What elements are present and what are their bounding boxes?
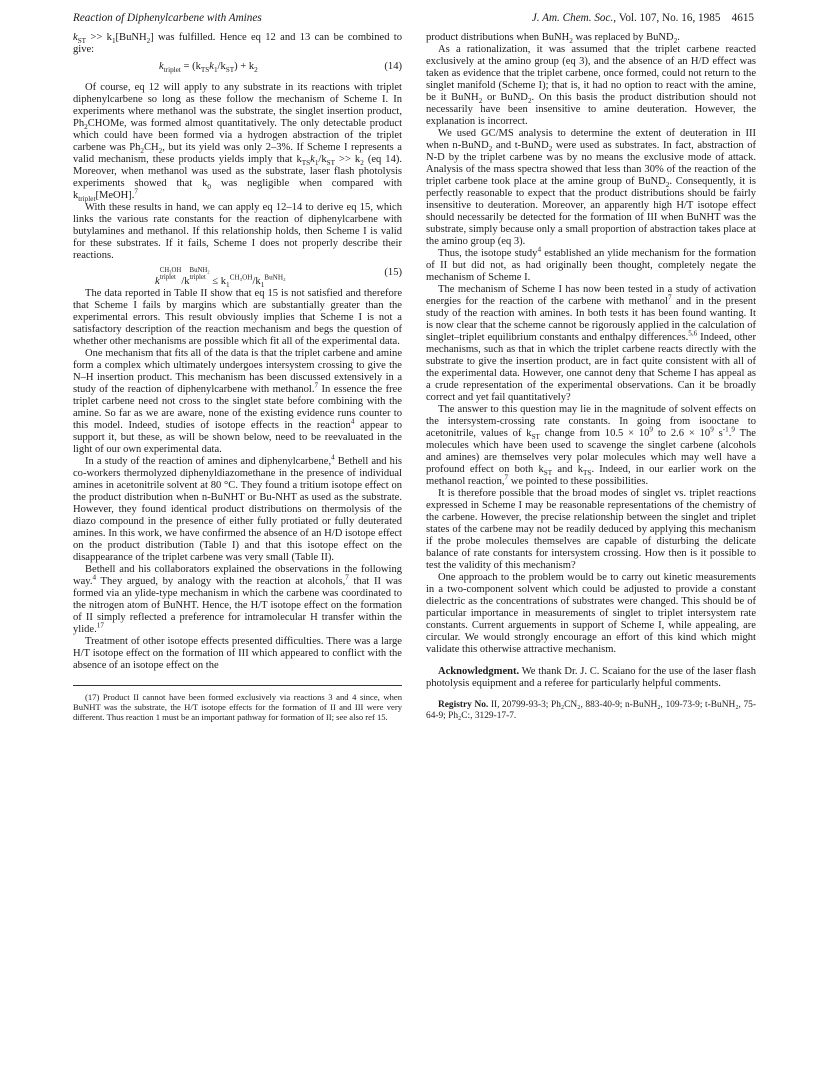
equation-number: (14) <box>384 61 402 72</box>
paragraph: We used GC/MS analysis to determine the extent of deuteration in III when n-BuND$_2$ and t-BuND$_2$ were used as substrates. In fact, abstraction of N-D by the triplet carbene was by no means the exclusive mode of attack. Analysis of the mass spectra showed that less than 30% of the reaction of the triplet carbene took place at the amine group of BuND$_2$. Consequently, it is perfectly reasonable to expect that the product distributions should be fairly insensitive to deuteration. Moreover, an apparently high H/T isotope effect should necessarily be detected for the formation of III when BuNHT was the substrate, simply because only a small proportion of abstraction takes place at the amino group (eq 3). <box>426 128 756 247</box>
paragraph: The mechanism of Scheme I has now been tested in a study of activation energies for the reaction of the carbene with methanol$^7$ and in the present study of the reaction with amines. In both tests it has been found wanting. It is now clear that the scheme cannot be rigorously applied in the calculation of singlet–triplet equilibrium constants and enthalpy differences.$^{5,6}$ Indeed, other mechanisms, such as that in which the triplet carbene reacts directly with the substrate to give the insertion product, are in fact quite consistent with all of the experimental data. However, one cannot deny that Scheme I has appeal as a crude representation of the experimental observations. Can it be broadly correct and yet fail quantitatively? <box>426 284 756 403</box>
equation-14 <box>73 61 402 75</box>
footnote-rule <box>73 685 402 686</box>
running-title: Reaction of Diphenylcarbene with Amines <box>73 12 262 24</box>
paragraph-continuation: product distributions when BuNH$_2$ was replaced by BuND$_2$. <box>426 32 680 46</box>
paragraph: One approach to the problem would be to carry out kinetic measurements in a two-component solvent which could be adjusted to provide a constant dielectric as the concentrations of substrates were changed. This should be of particular importance in measurements of singlet to triplet intersystem rate constants. Current arguements in support of Scheme I, while appealing, are circular. We would strongly encourage an effort of this kind which might validate this otherwise attractive mechanism. <box>426 572 756 655</box>
volume-issue: Vol. 107, No. 16, 1985 <box>618 12 721 24</box>
paragraph: It is therefore possible that the broad modes of singlet vs. triplet reactions expressed in Scheme I may be reasonable representations of the chemistry of the carbene. However, the precise relationship between the singlet and triplet states of the carbene may not be readily deduced by applying this mechanism if the probe molecules themselves are capable of disturbing the delicate balance of rate constants for intersystem crossing. How then is it possible to test the validity of this mechanism? <box>426 488 756 571</box>
paragraph: The data reported in Table II show that eq 15 is not satisfied and therefore that Scheme I fails by margins which are substantially greater than the experimental errors. This result obviously implies that Scheme I is not a satisfactory description of the reaction mechanism and begs the question of whether other mechanisms are possible which fit all of the experimental data. <box>73 288 402 347</box>
registry-title: Registry No. <box>438 700 489 710</box>
paragraph: The answer to this question may lie in the magnitude of solvent effects on the intersystem-crossing rate constants. In going from isooctane to acetonitrile, values of $k_{ST}$ change from $10.5 \times 10^9$ to $2.6 \times 10^9$ $s^{-1}.^9$ The molecules which have been used to scavenge the singlet carbene (alcohols and amines) are themselves very polar molecules which may well have a profound effect on both $k_{ST}$ and $k_{TS}$. Indeed, in our earlier work on the methanol reaction,$^7$ we pointed to these possibilities. <box>426 404 756 487</box>
paragraph: Of course, eq 12 will apply to any substrate in its reactions with triplet diphenylcarbene so long as these follow the mechanism of Scheme I. In experiments where methanol was the substrate, the singlet insertion product, $Ph_2CHOMe$, was formed almost quantitatively. The only detectable product which could have been formed via a hydrogen abstraction of the triplet carbene was $Ph_2CH_2$, but its yield was only 2–3%. If Scheme I represents a valid mechanism, these products yields imply that $k_{TS}k_1/k_{ST} >> k_2$ (eq 14). Moreover, when methanol was used as the substrate, laser flash photolysis experiments showed that $k_0$ was negligible when compared with $k_{triplet}[MeOH].^7$ <box>73 82 402 204</box>
page-number: 4615 <box>731 12 754 24</box>
paragraph: Bethell and his collaborators explained the observations in the following way.$^4$ They argued, by analogy with the reaction at alcohols,$^7$ that II was formed via an ylide-type mechanism in which the carbene was coordinated to the nitrogen atom of BuNHT. Hence, the H/T isotope effect on the formation of II simply reflected a preference for intramolecular H transfer within the ylide.$^{17}$ <box>73 564 403 635</box>
paragraph: One mechanism that fits all of the data is that the triplet carbene and amine form a complex which ultimately undergoes intersystem crossing to give the N–H insertion product. This mechanism has been discussed extensively in a study of the reaction of diphenylcarbene with methanol.$^7$ In essence the free triplet carbene need not cross to the singlet state before combining with the amine. So far as we are aware, none of the existing evidence runs counter to this model. Indeed, studies of isotope effects in the reaction$^4$ appear to support it, but these, as will be shown below, need to be reevaluated in the light of our own experimental data. <box>73 348 403 455</box>
paragraph: In a study of the reaction of amines and diphenylcarbene,$^4$ Bethell and his co-workers thermolyzed diphenyldiazomethane in the presence of individual amines in acetonitrile solvent at 80 °C. They found a tritium isotope effect on the product distribution when n-BuNHT or Bu-NHT as used as the substrate. However, they found identical product distributions on thermolysis of the diazo compound in the presence of either fully protiated or fully deuterated amines. In this work, we have confirmed the absence of an H/D isotope effect on the product distribution (Table I) and that this isotope effect on the disappearance of the triplet carbene was very small (Table II). <box>73 453 402 563</box>
acknowledgment-title: Acknowledgment. <box>438 666 520 677</box>
paragraph: As a rationalization, it was assumed that the triplet carbene reacted exclusively at the amino group (eq 3), and the absence of an H/D effect was taken as evidence that the triplet carbene, once formed, could not return to the singlet manifold (Scheme I); that is, it had no option to react with the amine, be it BuNH$_2$ or BuND$_2$. On this basis the product distribution should not necessarily have been insensitive to amine deuteration. However, the explanation is incorrect. <box>426 44 757 127</box>
journal-citation: J. Am. Chem. Soc., Vol. 107, No. 16, 1985 4615 <box>531 12 754 24</box>
paragraph-continuation: $k_{ST}$ >> $k_1[BuNH_2]$ was fulfilled. Hence eq 12 and 13 can be combined to give: <box>73 32 403 55</box>
left-column <box>73 32 402 723</box>
right-column <box>426 32 756 723</box>
equation-15 <box>73 267 402 290</box>
equation-14-expression: $k_{triplet} = (k_{TS}k_1/k_{ST}) + k_2$ <box>159 61 258 75</box>
paragraph: With these results in hand, we can apply eq 12–14 to derive eq 15, which links the various rate constants for the reaction of diphenylcarbene with butylamines and methanol. If this relationship holds, then Scheme I is valid for these substrates. If it fails, Scheme I does not properly describe their reactions. <box>73 202 402 261</box>
equation-number: (15) <box>384 267 402 278</box>
paragraph: Treatment of other isotope effects presented difficulties. There was a large H/T isotope effect on the formation of III which appeared to conflict with the absence of an isotope effect on the <box>73 636 402 671</box>
paragraph: Thus, the isotope study$^4$ established an ylide mechanism for the formation of II but did not, as had originally been thought, completely negate the mechanism of Scheme I. <box>426 245 756 283</box>
acknowledgment: Acknowledgment. We thank Dr. J. C. Scaiano for the use of the laser flash photolysis equipment and a referee for particularly helpful comments. <box>426 666 756 689</box>
running-header <box>73 12 754 28</box>
equation-15-expression: kCH₃OH triplet /kBuNH₂ triplet ≤ $k_1^{CH_3OH}/k_1^{BuNH_2}$ <box>155 267 286 290</box>
journal-name: J. Am. Chem. Soc. <box>531 12 614 24</box>
registry-numbers: Registry No. II, 20799-93-3; Ph₂CN₂, 883-40-9; n-BuNH₂, 109-73-9; t-BuNH₂, 75-64-9; Ph₂C:, 3129-17-7. <box>426 700 756 722</box>
footnote-17: (17) Product II cannot have been formed exclusively via reactions 3 and 4 since, when BuNHT was the substrate, the H/T isotope effects for the formation of II and III were very different. Thus reaction 1 must be an important pathway for formation of II; see also ref 15. <box>73 692 402 723</box>
